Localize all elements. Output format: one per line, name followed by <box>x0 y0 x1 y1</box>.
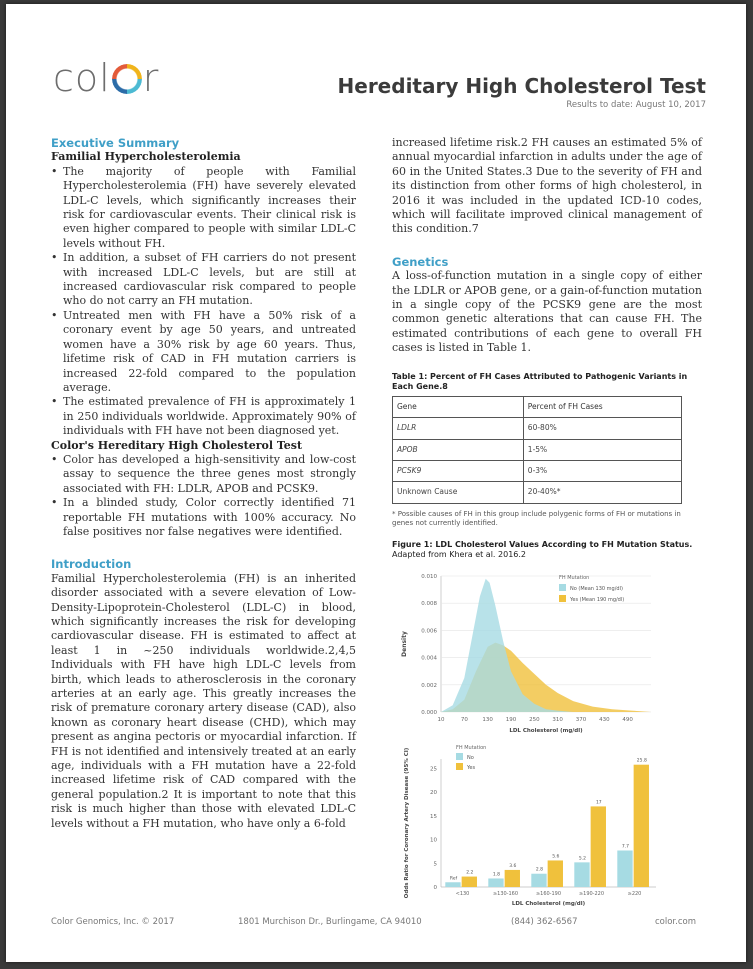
table-header-row <box>393 396 682 417</box>
data-label: 5.6 <box>552 854 560 860</box>
data-label: 25.8 <box>636 758 647 764</box>
y-tick-label: 15 <box>430 813 437 820</box>
y-tick-label: 5 <box>433 861 437 868</box>
genetics-text: A loss-of-function mutation in a single copy of either the LDLR or APOB gene, or a gain-of-function mutation in a single copy of the PCSK9 gene are the most common genetic alterations that can cause FH. The estimated contributions of each gene to overall FH cases is listed in Table 1. <box>392 269 702 355</box>
data-label: Ref <box>449 876 458 882</box>
footer-address: 1801 Murchison Dr., Burlingame, CA 94010 <box>238 917 422 927</box>
legend-swatch <box>559 584 566 591</box>
table-cell: 20-40%* <box>523 482 681 503</box>
bar <box>617 850 632 887</box>
results-date: Results to date: August 10, 2017 <box>566 100 706 110</box>
y-tick-label: 0 <box>433 885 437 891</box>
y-tick-label: 20 <box>430 790 437 797</box>
table-row <box>393 482 682 503</box>
table-row <box>393 439 682 460</box>
table-cell: APOB <box>393 439 524 460</box>
y-tick-label: 25 <box>430 766 437 773</box>
table-cell: 1-5% <box>523 439 681 460</box>
fh-bullet-list <box>51 165 356 439</box>
page <box>6 4 746 962</box>
x-tick-label: 190 <box>505 717 517 723</box>
bar <box>591 806 606 887</box>
bar <box>445 882 460 887</box>
fh-subheading: Familial Hypercholesterolemia <box>51 150 241 164</box>
x-axis-label: LDL Cholesterol (mg/dl) <box>511 901 586 907</box>
gene-table <box>392 396 682 504</box>
table-header-cell: Gene <box>393 396 524 417</box>
bar <box>548 860 563 887</box>
x-tick-label: ≥160-190 <box>535 891 562 897</box>
legend-swatch <box>456 753 463 760</box>
bullet-item: • Color has developed a high-sensitivity and low-cost assay to sequence the three genes most strongly associated with FH: LDLR, APOB and PCSK9. <box>63 453 356 496</box>
table-footnote: * Possible causes of FH in this group include polygenic forms of FH or mutations in genes not currently identified. <box>392 509 681 527</box>
table-header-cell: Percent of FH Cases <box>523 396 681 417</box>
introduction-text: Familial Hypercholesterolemia (FH) is an inherited disorder associated with a severe elevation of Low-Density-Lipoprotein-Cholesterol (LDL-C) in blood, which significantly increases the risk for developing cardiovascular disease. FH is estimated to affect at least 1 in ~250 individuals worldwide.2,4,5 Individuals with FH have high LDL-C levels from birth, which leads to atherosclerosis in the coronary arteries at an early age. This greatly increases the risk of premature coronary artery disease (CAD), also known as coronary heart disease (CHD), which may present as angina pectoris or myocardial infarction. If FH is not identified and intensively treated at an early age, individuals with a FH mutation have a 22-fold increased lifetime risk of CAD compared with the general population.2 It is important to note that this risk is much higher than those with elevated LDL-C levels without a FH mutation, who have only a 6-fold <box>51 571 356 830</box>
x-tick-label: 70 <box>460 717 468 723</box>
exec-summary-heading: Executive Summary <box>51 136 180 150</box>
bar <box>505 870 520 887</box>
x-tick-label: 490 <box>622 717 633 723</box>
test-bullet-list <box>51 453 356 539</box>
bullet-item: • The estimated prevalence of FH is approximately 1 in 250 individuals worldwide. Approximately 90% of individuals with FH have not been diagnosed yet. <box>63 395 356 438</box>
legend-label: No (Mean 130 mg/dl) <box>570 586 623 592</box>
x-tick-label: <130 <box>455 891 470 897</box>
legend-label: Yes <box>467 765 476 771</box>
legend-swatch <box>456 763 463 770</box>
y-tick-label: 0.010 <box>421 574 437 580</box>
figure-caption-rest: Adapted from Khera et al. 2016.2 <box>392 549 527 559</box>
color-logo: col r <box>53 56 160 100</box>
odds-ratio-chart <box>396 739 696 914</box>
footer-site[interactable]: color.com <box>655 917 697 927</box>
table-cell: PCSK9 <box>393 460 524 481</box>
x-axis-label: LDL Cholesterol (mg/dl) <box>509 728 583 734</box>
genetics-heading: Genetics <box>392 254 449 269</box>
bar <box>531 874 546 887</box>
bullet-item: • The majority of people with Familial Hypercholesterolemia (FH) have severely elevated LDL-C levels, which significantly increases their risk for cardiovascular events. Their clinical risk is even higher compared to people with similar LDL-C levels without FH. <box>63 165 356 251</box>
data-label: 1.8 <box>492 872 501 878</box>
x-tick-label: 310 <box>552 717 563 723</box>
x-tick-label: ≥220 <box>627 891 642 897</box>
data-label: 3.6 <box>509 863 517 869</box>
y-axis-label: Density <box>401 631 408 657</box>
document-title: Hereditary High Cholesterol Test <box>337 74 706 98</box>
table-cell: 60-80% <box>523 418 681 439</box>
density-chart <box>396 564 696 744</box>
x-tick-label: 370 <box>575 717 587 723</box>
data-label: 2.2 <box>466 870 474 876</box>
legend-title: FH Mutation <box>456 745 487 751</box>
footer-phone: (844) 362-6567 <box>511 917 578 927</box>
legend-title: FH Mutation <box>559 575 590 581</box>
table-cell: Unknown Cause <box>393 482 524 503</box>
left-column <box>51 136 356 831</box>
data-label: 2.8 <box>535 867 544 873</box>
data-label: 17 <box>595 800 602 806</box>
table-row <box>393 418 682 439</box>
figure-caption <box>392 540 702 560</box>
bar <box>574 862 589 887</box>
y-tick-label: 10 <box>430 837 437 844</box>
bar <box>462 877 477 887</box>
x-tick-label: ≥190-220 <box>578 891 605 897</box>
footer-company: Color Genomics, Inc. © 2017 <box>51 917 175 927</box>
bullet-item: • In addition, a subset of FH carriers do not present with increased LDL-C levels, but are still at increased cardiovascular risk compared to people who do not carry an FH mutation. <box>63 251 356 309</box>
continued-text: increased lifetime risk.2 FH causes an estimated 5% of annual myocardial infarction in adults under the age of 60 in the United States.3 Due to the severity of FH and its distinction from other forms of high cholesterol, in 2016 it was included in the updated ICD-10 codes, which will facilitate improved clinical management of this condition.7 <box>392 136 702 236</box>
legend-label: No <box>467 755 474 761</box>
bar <box>488 878 503 887</box>
y-tick-label: 0.008 <box>421 601 437 608</box>
y-tick-label: 0.006 <box>421 628 437 635</box>
x-tick-label: 10 <box>437 717 445 723</box>
logo-ring-icon <box>112 64 142 94</box>
legend-label: Yes (Mean 190 mg/dl) <box>570 597 625 603</box>
y-tick-label: 0.004 <box>421 655 437 662</box>
x-tick-label: 430 <box>599 717 610 723</box>
bar <box>634 765 649 887</box>
introduction-heading: Introduction <box>51 557 132 572</box>
y-tick-label: 0.000 <box>421 710 437 716</box>
x-tick-label: 250 <box>529 717 540 723</box>
legend-swatch <box>559 595 566 602</box>
y-tick-label: 0.002 <box>421 682 437 689</box>
bullet-item: • Untreated men with FH have a 50% risk of a coronary event by age 50 years, and untreated women have a 30% risk by age 60 years. Thus, lifetime risk of CAD in FH mutation carriers is increased 22-fold compared to the population average. <box>63 309 356 395</box>
table-cell: LDLR <box>393 418 524 439</box>
y-axis-label: Odds Ratio for Coronary Artery Disease (95% CI) <box>404 747 410 899</box>
table-row <box>393 460 682 481</box>
x-tick-label: ≥130-160 <box>492 891 519 897</box>
x-tick-label: 130 <box>482 717 493 723</box>
logo-letters: o <box>74 56 100 100</box>
right-column <box>392 136 702 560</box>
data-label: 5.2 <box>578 856 587 862</box>
table-cell: 0-3% <box>523 460 681 481</box>
figure-caption-bold: Figure 1: LDL Cholesterol Values According to FH Mutation Status. <box>392 539 693 549</box>
data-label: 7.7 <box>621 844 630 850</box>
test-subheading: Color's Hereditary High Cholesterol Test <box>51 438 303 452</box>
table-caption: Table 1: Percent of FH Cases Attributed to Pathogenic Variants in Each Gene.8 <box>392 371 688 391</box>
bullet-item: • In a blinded study, Color correctly identified 71 reportable FH mutations with 100% accuracy. No false positives nor false negatives were identified. <box>63 496 356 539</box>
